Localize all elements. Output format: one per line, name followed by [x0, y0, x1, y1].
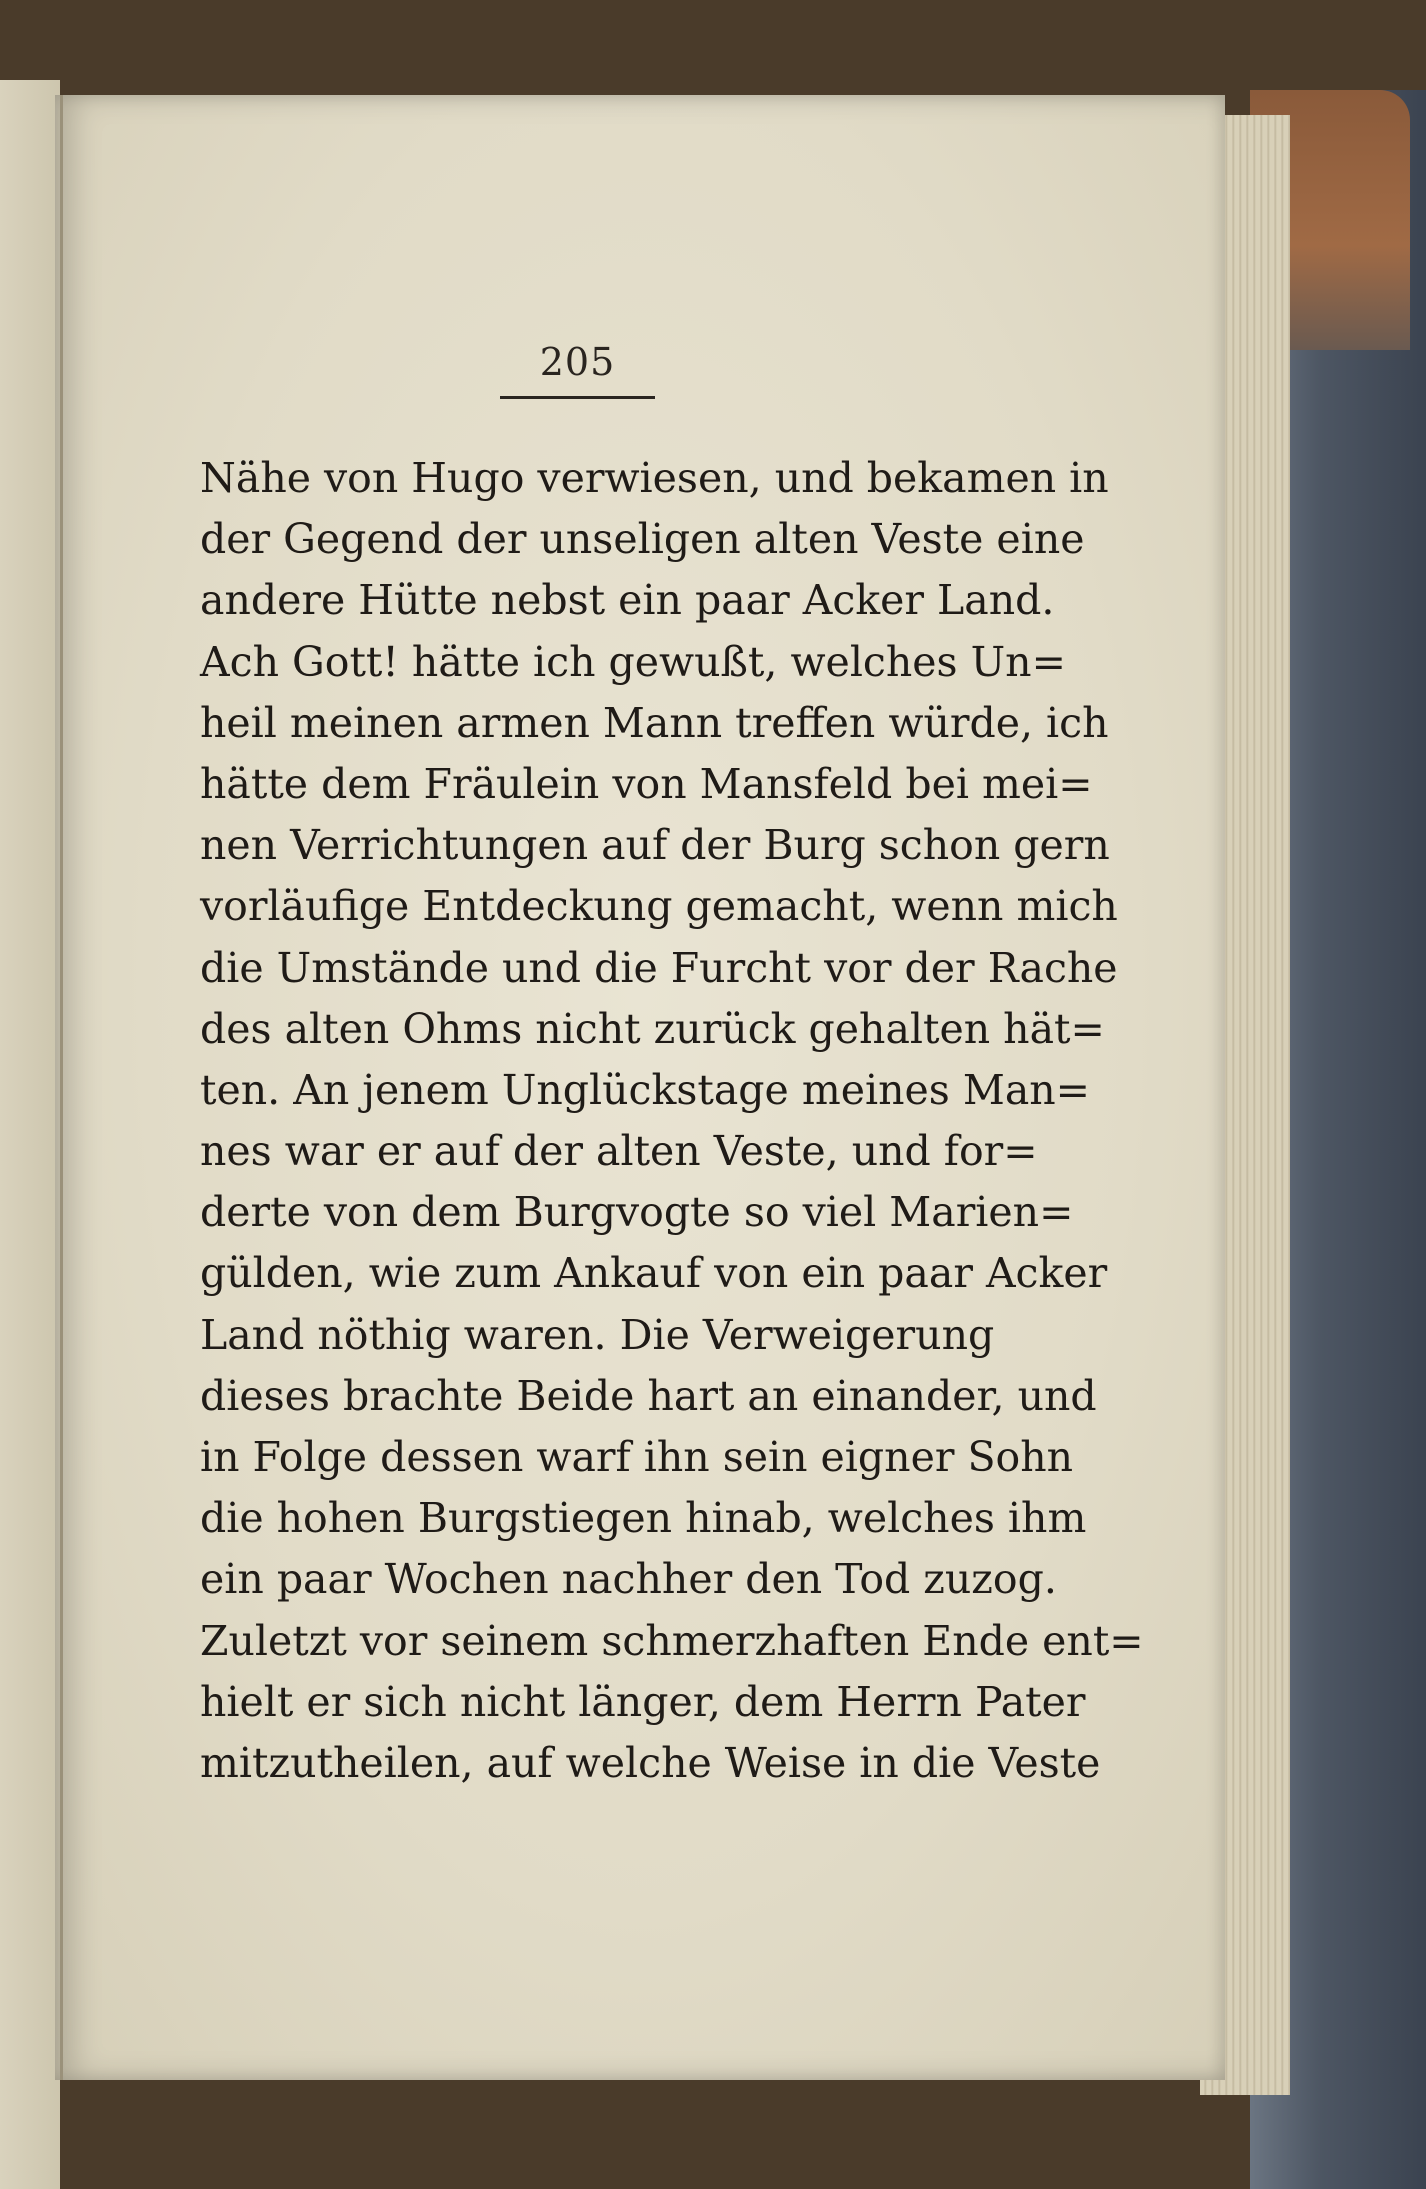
text-line: derte von dem Burgvogte so viel Marien=: [200, 1188, 1074, 1237]
text-line: die Umstände und die Furcht vor der Rache: [200, 943, 1118, 992]
text-line: dieses brachte Beide hart an einander, und: [200, 1371, 1097, 1420]
text-line: Land nöthig waren. Die Verweigerung: [200, 1310, 995, 1359]
text-line: nen Verrichtungen auf der Burg schon gern: [200, 821, 1110, 870]
text-line: andere Hütte nebst ein paar Acker Land.: [200, 576, 1055, 625]
text-line: mitzutheilen, auf welche Weise in die Veste: [200, 1738, 1101, 1787]
text-line: ten. An jenem Unglückstage meines Man=: [200, 1065, 1091, 1114]
page-number-rule: [500, 396, 655, 399]
text-line: hätte dem Fräulein von Mansfeld bei mei=: [200, 759, 1093, 808]
text-line: ein paar Wochen nachher den Tod zuzog.: [200, 1555, 1057, 1604]
text-line: in Folge dessen warf ihn sein eigner Sohn: [200, 1433, 1074, 1481]
page-number: 205: [539, 340, 616, 384]
text-line: die hohen Burgstiegen hinab, welches ihm: [200, 1494, 1087, 1543]
text-line: nes war er auf der alten Veste, und for=: [200, 1127, 1038, 1176]
text-line: Zuletzt vor seinem schmerzhaften Ende ent=: [200, 1616, 1144, 1665]
text-line: des alten Ohms nicht zurück gehalten hät=: [200, 1004, 1105, 1053]
text-line: Ach Gott! hätte ich gewußt, welches Un=: [200, 637, 1066, 686]
text-line: Nähe von Hugo verwiesen, und bekamen in: [200, 454, 1109, 502]
text-line: hielt er sich nicht länger, dem Herrn Pater: [200, 1677, 1086, 1726]
text-line: gülden, wie zum Ankauf von ein paar Acker: [200, 1249, 1108, 1298]
page-gutter: [60, 95, 63, 2080]
body-text: [200, 448, 1144, 1794]
text-line: der Gegend der unseligen alten Veste eine: [200, 515, 1085, 564]
text-line: heil meinen armen Mann treffen würde, ich: [200, 698, 1109, 747]
text-line: vorläufige Entdeckung gemacht, wenn mich: [200, 882, 1118, 931]
left-facing-page: [0, 80, 60, 2189]
